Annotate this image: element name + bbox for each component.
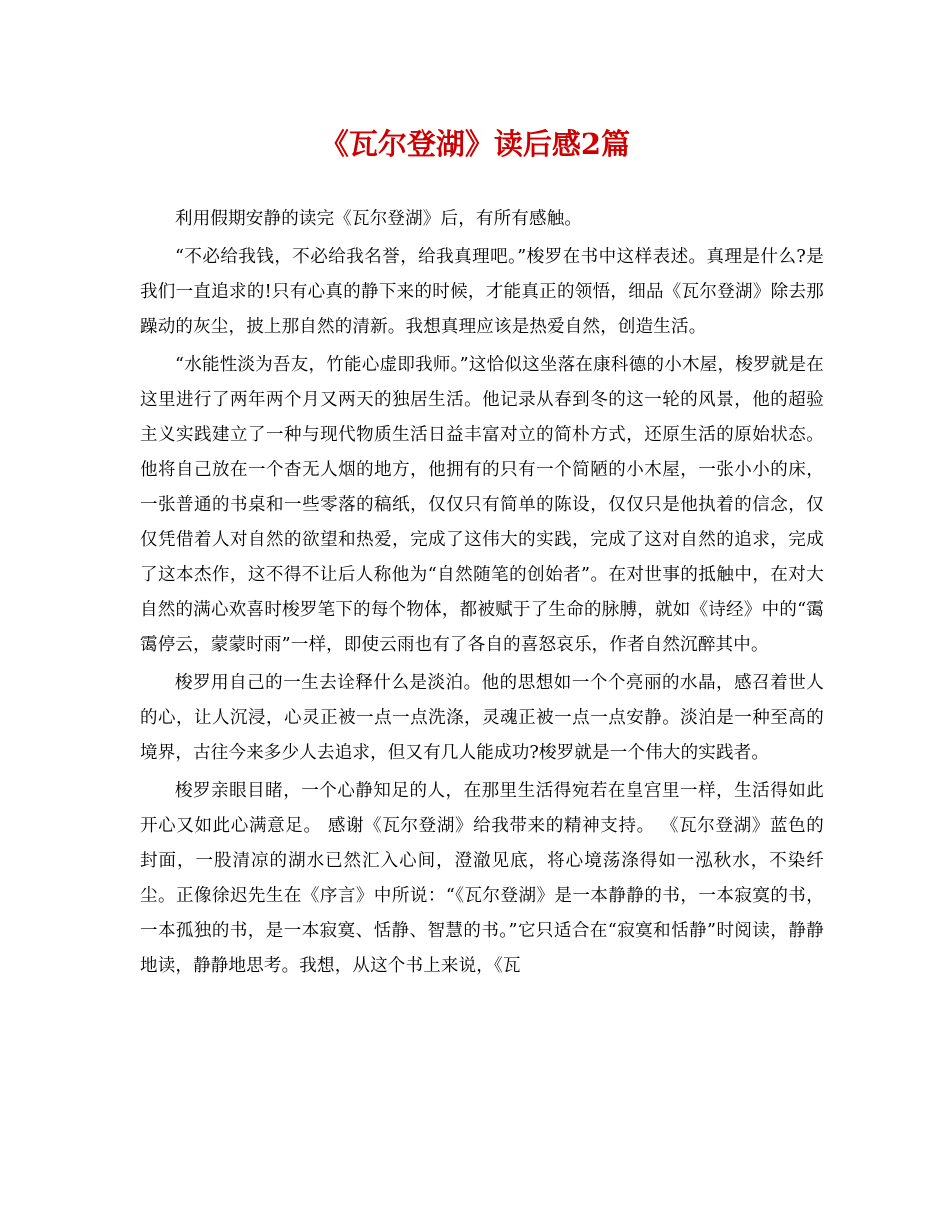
document-body [140,202,824,984]
paragraph: “水能性淡为吾友，竹能心虚即我师。”这恰似这坐落在康科德的小木屋，梭罗就是在这里进行了两年两个月又两天的独居生活。他记录从春到冬的这一轮的风景，他的超验主义实践建立了一种与现代物质生活日益丰富对立的简朴方式，还原生活的原始状态。他将自己放在一个杳无人烟的地方，他拥有的只有一个简陋的小木屋，一张小小的床，一张普通的书桌和一些零落的稿纸，仅仅只有简单的陈设，仅仅只是他执着的信念，仅仅凭借着人对自然的欲望和热爱，完成了这伟大的实践，完成了这对自然的追求，完成了这本杰作，这不得不让后人称他为“自然随笔的创始者”。在对世事的抵触中，在对大自然的满心欢喜时梭罗笔下的每个物体，都被赋于了生命的脉膊，就如《诗经》中的“霭霭停云，蒙蒙时雨”一样，即使云雨也有了各自的喜怒哀乐，作者自然沉醉其中。 [140,355,824,655]
paragraph: 利用假期安静的读完《瓦尔登湖》后，有所有感触。 [175,209,583,229]
paragraph: 梭罗用自己的一生去诠释什么是淡泊。他的思想如一个个亮丽的水晶，感召着世人的心，让人沉浸，心灵正被一点一点洗涤，灵魂正被一点一点安静。淡泊是一种至高的境界，古往今来多少人去追求，但又有几人能成功?梭罗就是一个伟大的实践者。 [140,673,824,763]
paragraph: 梭罗亲眼目睹，一个心静知足的人，在那里生活得宛若在皇宫里一样，生活得如此开心又如此心满意足。 感谢《瓦尔登湖》给我带来的精神支持。 《瓦尔登湖》蓝色的封面，一股清凉的湖水已然汇入心间，澄澈见底，将心境荡涤得如一泓秋水，不染纤尘。正像徐迟先生在《序言》中所说：“《瓦尔登湖》是一本静静的书，一本寂寞的书，一本孤独的书，是一本寂寞、恬静、智慧的书。”它只适合在“寂寞和恬静”时阅读，静静地读，静静地思考。我想，从这个书上来说，《瓦 [140,781,824,976]
paragraph: “不必给我钱，不必给我名誉，给我真理吧。”梭罗在书中这样表述。真理是什么?是我们一直追求的!只有心真的静下来的时候，才能真正的领悟，细品《瓦尔登湖》除去那躁动的灰尘，披上那自然的清新。我想真理应该是热爱自然，创造生活。 [140,247,824,337]
document-title: 《瓦尔登湖》读后感2篇 [319,127,631,161]
